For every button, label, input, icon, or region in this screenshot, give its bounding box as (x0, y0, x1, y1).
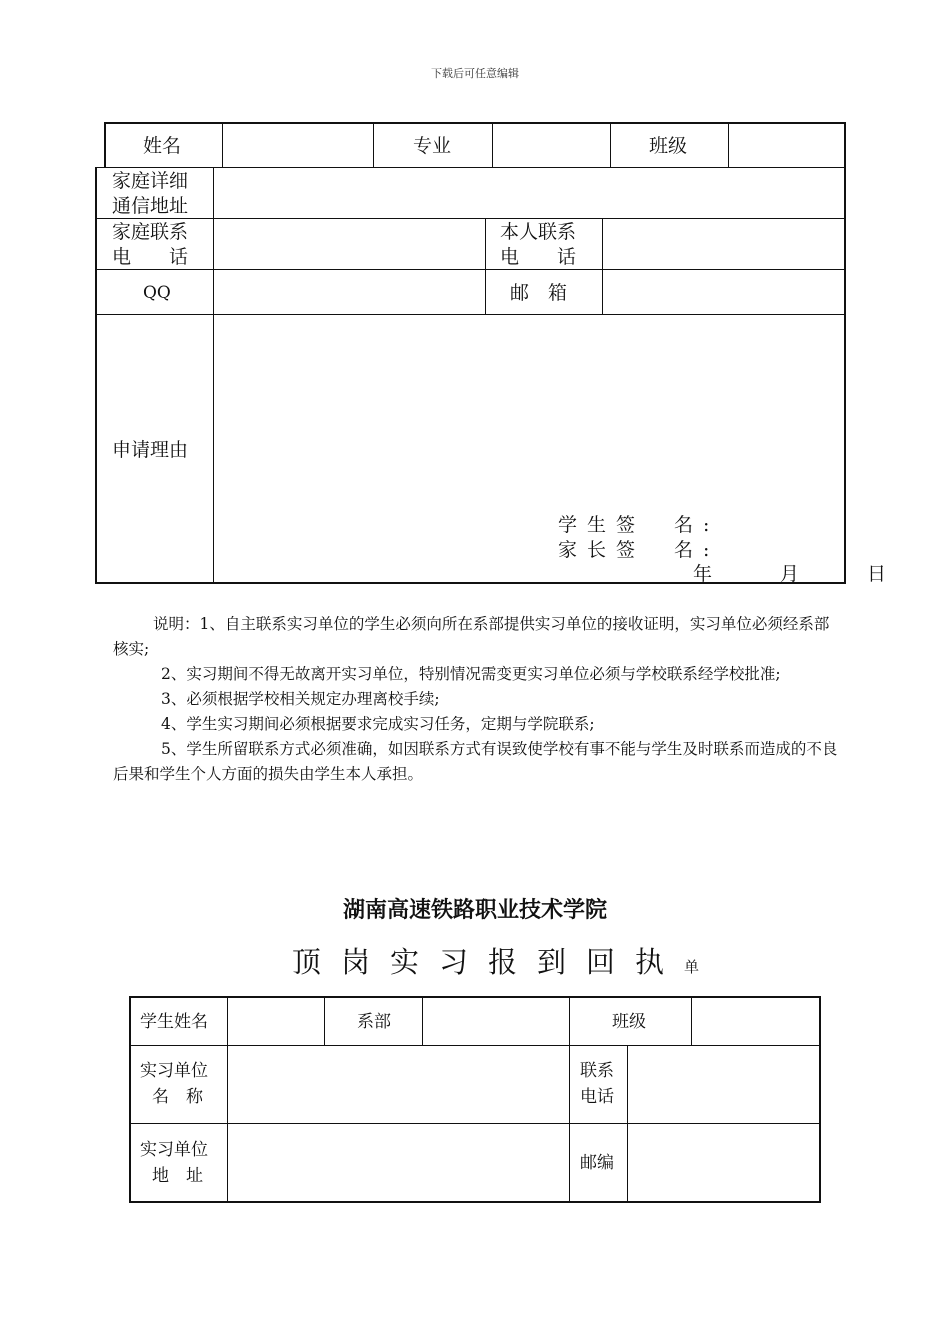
contact-phone-label-1: 联系 (580, 1061, 614, 1081)
note-item: 2、实习期间不得无故离开实习单位，特别情况需变更实习单位必须与学校联系经学校批准; (161, 665, 781, 683)
note-item: 4、学生实习期间必须根据要求完成实习任务，定期与学院联系; (161, 715, 595, 733)
receipt-title (292, 940, 699, 981)
unit-address-label-1: 实习单位 (140, 1140, 208, 1160)
postcode-label: 邮编 (580, 1153, 614, 1173)
email-label: 邮 箱 (510, 282, 568, 304)
home-address-label-1: 家庭详细 (112, 170, 189, 192)
dept-field[interactable] (424, 999, 568, 1044)
reason-field[interactable] (215, 316, 843, 506)
unit-name-label-2: 名 称 (152, 1087, 203, 1107)
contact-phone-label-2: 电话 (580, 1087, 614, 1107)
class-field[interactable] (730, 125, 843, 166)
header-note: 下载后可任意编辑 (431, 67, 519, 80)
qq-label: QQ (143, 283, 171, 303)
contact-phone-field[interactable] (629, 1047, 818, 1122)
unit-address-label-2: 地 址 (152, 1166, 203, 1186)
own-phone-label-2: 电 话 (500, 246, 577, 268)
name-label: 姓名 (143, 135, 182, 157)
receipt-title-suffix: 单 (684, 958, 700, 976)
name-field[interactable] (224, 125, 372, 166)
dept-label: 系部 (357, 1012, 391, 1032)
email-field[interactable] (604, 271, 843, 313)
unit-name-field[interactable] (229, 1047, 568, 1122)
home-phone-label-2: 电 话 (112, 246, 189, 268)
college-title: 湖南高速铁路职业技术学院 (342, 898, 607, 923)
major-label: 专业 (413, 135, 452, 157)
student-signature: 学生签 名: (558, 514, 720, 536)
class-label: 班级 (649, 135, 688, 157)
date-line: 年 月 日 (693, 563, 897, 585)
class-field-2[interactable] (693, 999, 818, 1044)
own-phone-label-1: 本人联系 (500, 221, 577, 243)
student-name-label: 学生姓名 (140, 1012, 208, 1032)
class-label-2: 班级 (612, 1012, 646, 1032)
home-phone-label-1: 家庭联系 (112, 221, 189, 243)
student-name-field[interactable] (229, 999, 323, 1044)
postcode-field[interactable] (629, 1125, 818, 1200)
unit-name-label-1: 实习单位 (140, 1061, 208, 1081)
reason-label: 申请理由 (112, 439, 189, 461)
note-item: 说明：1、自主联系实习单位的学生必须向所在系部提供实习单位的接收证明，实习单位必须经系部核实; (113, 615, 830, 658)
major-field[interactable] (494, 125, 609, 166)
note-item: 5、学生所留联系方式必须准确，如因联系方式有误致使学校有事不能与学生及时联系而造成的不良后果和学生个人方面的损失由学生本人承担。 (113, 740, 838, 783)
note-item: 3、必须根据学校相关规定办理离校手续; (161, 690, 440, 708)
unit-address-field[interactable] (229, 1125, 568, 1200)
home-phone-field[interactable] (215, 220, 483, 268)
own-phone-field[interactable] (604, 220, 843, 268)
notes (113, 612, 843, 787)
home-address-field[interactable] (215, 169, 843, 217)
home-address-label-2: 通信地址 (112, 195, 189, 217)
parent-signature: 家长签 名: (558, 539, 720, 561)
receipt-title-text: 顶岗实习报到回执 (292, 945, 685, 979)
qq-field[interactable] (215, 271, 483, 313)
